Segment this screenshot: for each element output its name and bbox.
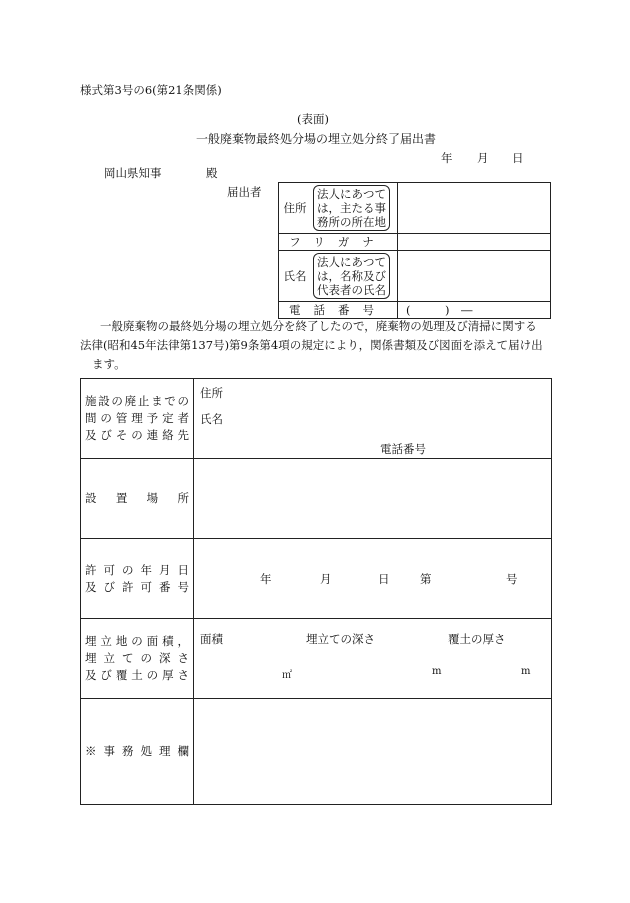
phone-label: 電話番号 xyxy=(289,303,387,317)
date-day-label: 日 xyxy=(512,151,524,165)
location-row xyxy=(81,459,552,539)
area-content[interactable] xyxy=(194,619,552,699)
permit-dai-label: 第 xyxy=(420,572,432,586)
document-title: 一般廃棄物最終処分場の埋立処分終了届出書 xyxy=(196,132,437,146)
name-label: 氏名 xyxy=(279,251,312,302)
phone-input[interactable]: ( ) ― xyxy=(398,302,551,319)
body-text-line-3: ます。 xyxy=(92,357,126,371)
permit-label: 許可の年月日 及び許可番号 xyxy=(81,539,194,619)
permit-row xyxy=(81,539,552,619)
permit-year-label: 年 xyxy=(260,572,272,586)
side-label: (表面) xyxy=(297,112,329,126)
body-text-line-1: 一般廃棄物の最終処分場の埋立処分を終了したので，廃棄物の処理及び清掃に関する xyxy=(100,319,537,333)
address-input[interactable] xyxy=(398,183,551,234)
manager-name-label: 氏名 xyxy=(200,412,223,426)
date-year-label: 年 xyxy=(441,151,453,165)
permit-go-label: 号 xyxy=(506,572,518,586)
address-note: 法人にあつて は，主たる事 務所の所在地 xyxy=(313,185,390,231)
manager-label: 施設の廃止までの 間の管理予定者 及びその連絡先 xyxy=(81,379,194,459)
manager-row xyxy=(81,379,552,459)
office-row xyxy=(81,699,552,805)
permit-content[interactable] xyxy=(194,539,552,619)
name-note: 法人にあつて は，名称及び 代表者の氏名 xyxy=(313,253,390,299)
area-field-label: 面積 xyxy=(200,632,223,646)
location-label: 設置場所 xyxy=(81,459,194,539)
furigana-input[interactable] xyxy=(398,234,551,251)
manager-phone-label: 電話番号 xyxy=(380,442,426,456)
area-row xyxy=(81,619,552,699)
cover-unit: m xyxy=(521,666,531,677)
phone-label-cell xyxy=(279,302,398,319)
cover-field-label: 覆土の厚さ xyxy=(448,632,506,646)
manager-address-label: 住所 xyxy=(200,386,223,400)
area-unit: ㎡ xyxy=(282,670,292,681)
body-text-line-2: 法律(昭和45年法律第137号)第9条第4項の規定により，関係書類及び図面を添えて届け出 xyxy=(80,338,543,352)
addressee-honorific: 殿 xyxy=(206,166,218,180)
office-label: ※事務処理欄 xyxy=(81,699,194,805)
furigana-label: フリガナ xyxy=(289,235,387,249)
main-table xyxy=(80,378,552,805)
permit-day-label: 日 xyxy=(378,572,390,586)
location-input[interactable] xyxy=(194,459,552,539)
address-note-cell xyxy=(311,183,398,234)
address-label: 住所 xyxy=(279,183,312,234)
applicant-label: 届出者 xyxy=(227,185,262,199)
manager-content[interactable] xyxy=(194,379,552,459)
permit-month-label: 月 xyxy=(320,572,332,586)
addressee-name: 岡山県知事 xyxy=(104,166,162,180)
office-input xyxy=(194,699,552,805)
depth-field-label: 埋立ての深さ xyxy=(306,632,375,646)
area-label: 埋立地の面積， 埋立ての深さ 及び覆土の厚さ xyxy=(81,619,194,699)
applicant-table xyxy=(278,182,551,319)
furigana-label-cell xyxy=(279,234,398,251)
date-month-label: 月 xyxy=(477,151,489,165)
form-number: 様式第3号の6(第21条関係) xyxy=(80,83,222,97)
name-input[interactable] xyxy=(398,251,551,302)
name-note-cell xyxy=(311,251,398,302)
depth-unit: m xyxy=(432,666,442,677)
